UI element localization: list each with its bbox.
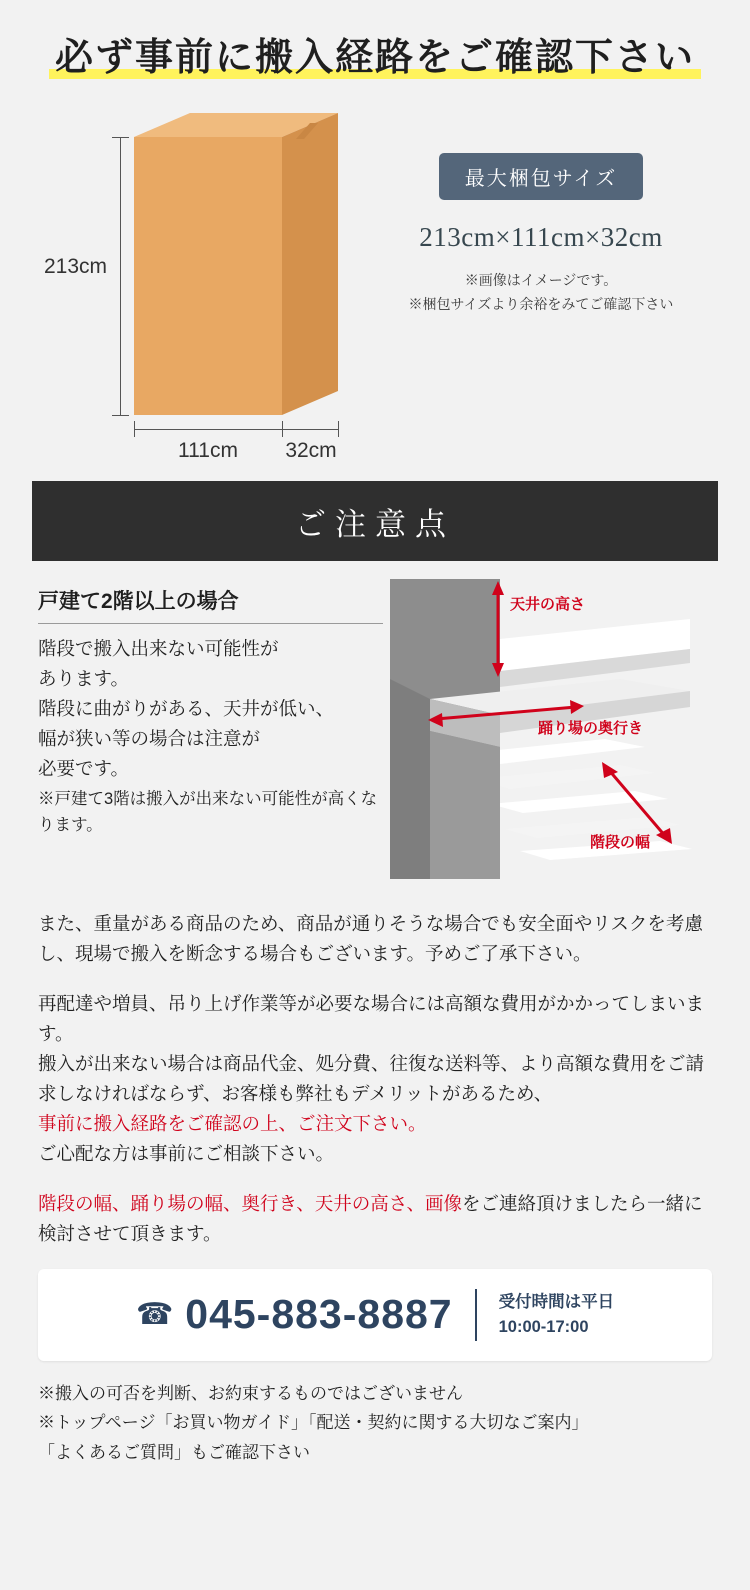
package-size-notes [355, 269, 727, 317]
stairs-heading: 戸建て2階以上の場合 [38, 585, 383, 624]
width-cap-left [134, 421, 135, 437]
stairs-illustration [390, 579, 740, 879]
label-stair-width: 階段の幅 [590, 834, 651, 851]
paragraph-2-line-a: 再配達や増員、吊り上げ作業等が必要な場合には高額な費用がかかってしまいます。 [38, 992, 705, 1044]
width-cap-right [282, 421, 283, 437]
height-cap-top [112, 137, 129, 138]
stairs-line-2: あります。 [38, 667, 130, 689]
depth-label: 32cm [285, 439, 337, 462]
footnotes [38, 1379, 712, 1468]
paragraph-2 [38, 989, 712, 1169]
width-dimension-line [134, 429, 282, 430]
page-header [0, 0, 750, 95]
stairs-text-block [38, 585, 388, 839]
phone-icon: ☎ [135, 1298, 174, 1332]
caution-band-title: ご注意点 [32, 481, 718, 561]
paragraph-2-line-c: ご心配な方は事前にご相談下さい。 [38, 1142, 335, 1164]
contact-card[interactable] [38, 1269, 712, 1361]
height-cap-bottom [112, 415, 129, 416]
paragraph-3 [38, 1189, 712, 1249]
width-label: 111cm [178, 439, 238, 462]
paragraph-1: また、重量がある商品のため、商品が通りそうな場合でも安全面やリスクを考慮し、現場で搬入を断念する場合もございます。予めご了承下さい。 [38, 913, 703, 964]
footnote-3: 「よくあるご質問」もご確認下さい [38, 1443, 310, 1463]
package-size-section [0, 101, 750, 471]
stairs-line-4: 幅が狭い等の場合は注意が [38, 727, 261, 749]
stairs-note: ※戸建て3階は搬入が出来ない可能性が高くなります。 [38, 789, 378, 835]
stairs-section [0, 579, 750, 899]
stairs-line-1: 階段で搬入出来ない可能性が [38, 638, 279, 659]
depth-cap-right [338, 421, 339, 437]
phone-number[interactable]: 045-883-8887 [185, 1291, 453, 1338]
contact-divider [475, 1289, 477, 1341]
max-package-size-badge: 最大梱包サイズ [439, 153, 643, 200]
package-note-1: ※画像はイメージです。 [464, 272, 618, 288]
paragraph-2-line-b: 搬入が出来ない場合は商品代金、処分費、往復な送料等、より高額な費用をご請求しなければならず、お客様も弊社もデメリットがあるため、 [38, 1052, 705, 1104]
label-ceiling-height: 天井の高さ [510, 596, 586, 613]
page-title: 必ず事前に搬入経路をご確認下さい [49, 26, 701, 83]
footnote-1: ※搬入の可否を判断、お約束するものではございません [38, 1383, 463, 1403]
contact-hours-line1: 受付時間は平日 [498, 1292, 615, 1311]
height-label: 213cm [44, 255, 108, 278]
paragraph-2-emphasis: 事前に搬入経路をご確認の上、ご注文下さい。 [38, 1112, 427, 1134]
stairs-line-3: 階段に曲がりがある、天井が低い、 [38, 697, 335, 719]
contact-hours-line2: 10:00-17:00 [498, 1317, 589, 1336]
package-size-value: 213cm×111cm×32cm [419, 222, 663, 252]
carton-side-face [282, 113, 338, 415]
stairs-line-5: 必要です。 [38, 757, 130, 779]
contact-hours [499, 1290, 615, 1340]
depth-dimension-line [282, 429, 338, 430]
carton-front-face [134, 137, 282, 415]
footnote-2: ※トップページ「お買い物ガイド」「配送・契約に関する大切なご案内」 [38, 1413, 589, 1433]
package-note-2: ※梱包サイズより余裕をみてご確認下さい [408, 295, 674, 312]
label-landing-depth: 踊り場の奥行き [538, 720, 644, 737]
height-dimension-line [120, 137, 121, 415]
paragraph-3-rest: をご連絡頂けましたら一緒に検討させて頂きます。 [38, 1192, 703, 1244]
paragraph-3-emphasis: 階段の幅、踊り場の幅、奥行き、天井の高さ、画像 [38, 1192, 463, 1214]
phone-number-group[interactable] [136, 1291, 453, 1338]
package-size-info [355, 153, 727, 317]
stairs-body [38, 634, 388, 839]
caution-paragraphs [38, 909, 712, 1249]
